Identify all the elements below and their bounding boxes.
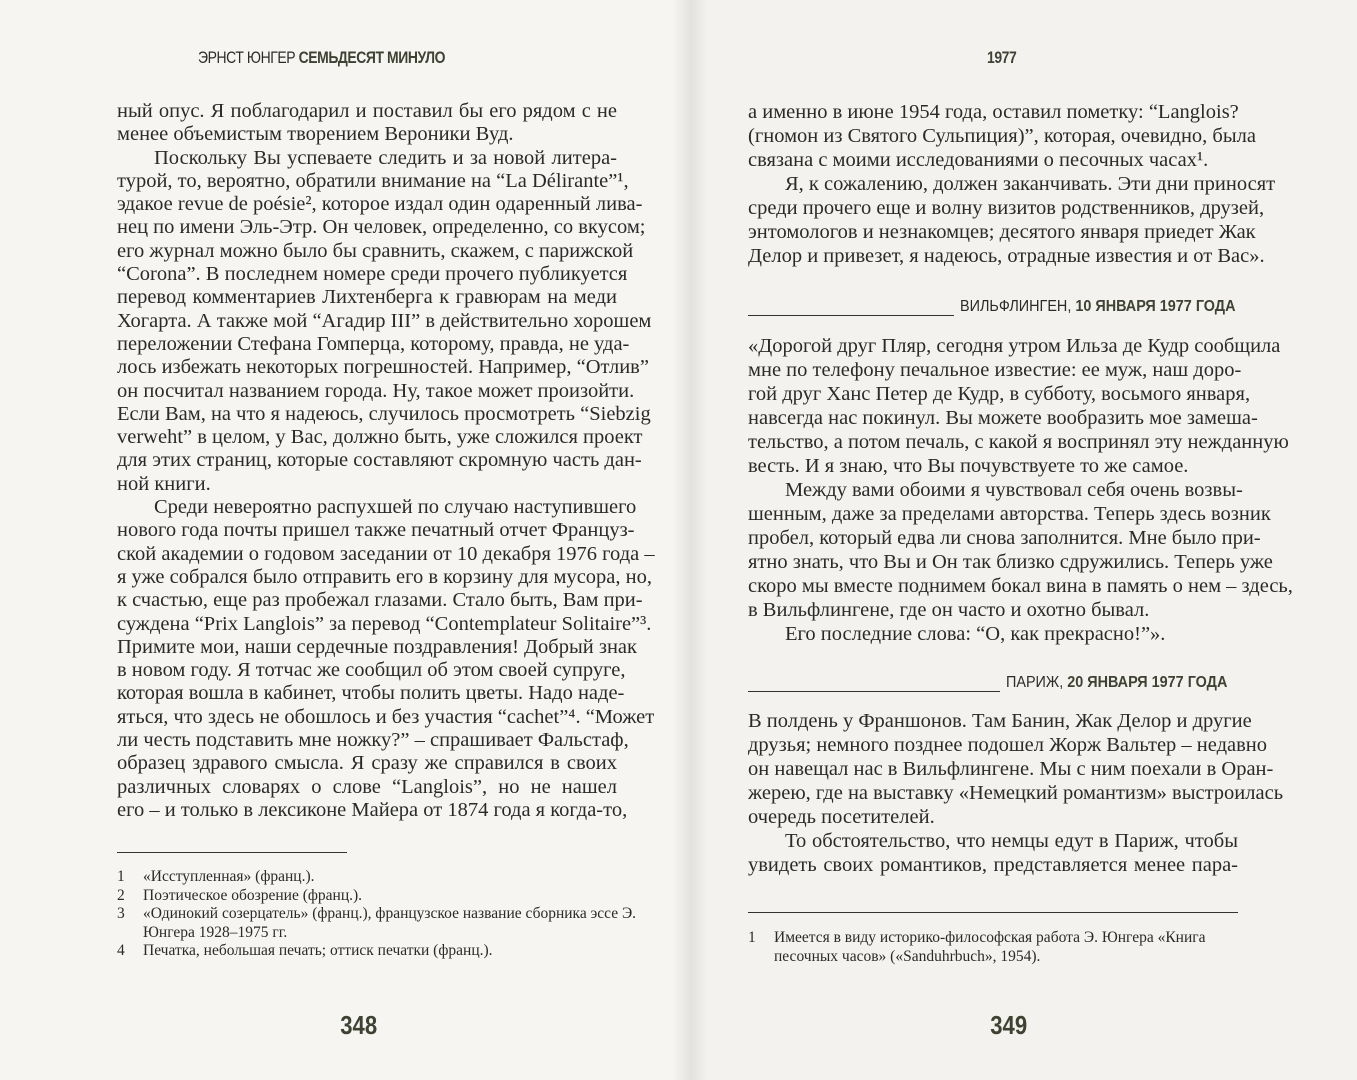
section-body: [748, 100, 1276, 268]
section-heading: [748, 298, 1266, 316]
text-line: нец по имени Эль-Этр. Он человек, определенно, со вкусом;: [117, 216, 646, 239]
text-line: к счастью, еще раз пробежал глазами. Стало быть, Вам при-: [117, 589, 643, 612]
footnote-number: 1: [748, 929, 756, 946]
text-line: его журнал можно было бы сравнить, скажем, с парижской: [117, 239, 634, 262]
paragraph: [748, 829, 1238, 877]
paragraph: [748, 622, 1238, 646]
text-line: перевод комментариев Лихтенберга к гравюрам на меди: [117, 286, 617, 309]
text-line: Делор и привезет, я надеюсь, отрадные известия и от Вас».: [748, 245, 1265, 267]
heading-place: ПАРИЖ,: [1006, 674, 1064, 691]
text-line: образец здравого смысла. Я сразу же справился в своих: [117, 752, 617, 775]
text-line: энтомологов и незнакомцев; десятого января приедет Жак: [748, 221, 1256, 243]
heading-rule: [748, 679, 1000, 692]
right-page: [690, 0, 1357, 1080]
footnote: [117, 887, 637, 906]
text-line: скоро мы вместе поднимем бокал вина в память о нем – здесь,: [748, 575, 1293, 597]
text-line: его – и только в лексиконе Майера от 1874 года я когда-то,: [117, 798, 628, 821]
text-line: связана с моими исследованиями о песочных часах¹.: [748, 149, 1209, 171]
author-name: ЭРНСТ ЮНГЕР: [198, 48, 296, 67]
paragraph: [748, 172, 1276, 268]
text-line: различных словарях о слове “Langlois”, но не нашел: [117, 775, 617, 798]
text-line: среди прочего еще и волну визитов родственников, друзей,: [748, 197, 1265, 219]
paragraph: [748, 100, 1256, 172]
text-line: ли честь подставить мне ножку?” – спрашивает Фальстаф,: [117, 729, 629, 752]
paragraph: [748, 478, 1293, 622]
text-line: переложении Стефана Гомперца, которому, правда, не уда-: [117, 332, 630, 355]
text-line: он навещал нас в Вильфлингене. Мы с ним поехали в Оран-: [748, 758, 1274, 780]
text-line: Я, к сожалению, должен заканчивать. Эти дни приносят: [785, 173, 1276, 195]
text-line: тельство, а потом печаль, с какой я воспринял эту нежданную: [748, 431, 1289, 453]
paragraph: [748, 334, 1289, 478]
footnote-divider: [748, 912, 1238, 913]
section-body: [748, 334, 1293, 646]
text-line: которая вошла в кабинет, чтобы полить цветы. Надо наде-: [117, 682, 625, 705]
text-line: ный опус. Я поблагодарил и поставил бы его рядом с не: [117, 100, 617, 122]
text-line: в Вильфлингене, где он часто и охотно бывал.: [748, 599, 1150, 621]
book-title: СЕМЬДЕСЯТ МИНУЛО: [298, 48, 446, 67]
footnote-text: «Одинокий созерцатель» (франц.), французское название сборника эссе Э. Юнгера 1928–1975 гг.: [143, 905, 637, 941]
text-line: он посчитал названием города. Ну, такое может произойти.: [117, 379, 635, 402]
text-line: я уже собрался было отправить его в корзину для мусора, но,: [117, 565, 652, 588]
book-gutter: [672, 0, 708, 1080]
text-line: Примите мои, наши сердечные поздравления! Добрый знак: [117, 635, 637, 658]
text-line: эдакое revue de poésie², которое издал один одаренный лива-: [117, 193, 643, 216]
heading-text: [1006, 674, 1227, 692]
paragraph: [117, 146, 652, 496]
text-line: Поскольку Вы успеваете следить и за новой литера-: [154, 146, 617, 169]
paragraph: [117, 496, 655, 822]
text-line: «Дорогой друг Пляр, сегодня утром Ильза де Кудр сообщила: [748, 335, 1281, 357]
text-line: а именно в июне 1954 года, оставил пометку: “Langlois?: [748, 101, 1239, 123]
text-line: Его последние слова: “О, как прекрасно!”».: [785, 623, 1166, 645]
text-line: verweht” в целом, у Вас, должно быть, уже сложился проект: [117, 426, 643, 449]
text-line: в новом году. Я тотчас же сообщил об этом своей супруге,: [117, 659, 626, 682]
section-body: [748, 709, 1284, 877]
running-head: [987, 48, 1016, 68]
section-heading: [748, 674, 1252, 692]
text-line: турой, то, вероятно, обратили внимание на “La Délirante”¹,: [117, 169, 629, 192]
footnote-number: 4: [117, 942, 125, 959]
text-line: шенным, даже за пределами авторства. Теперь здесь возник: [748, 503, 1271, 525]
footnotes: [117, 868, 637, 961]
text-line: ной книги.: [117, 472, 211, 495]
footnote: [117, 905, 637, 942]
footnote-text: «Исступленная» (франц.).: [143, 868, 315, 885]
footnote-text: Имеется в виду историко-философская работа Э. Юнгера «Книга песочных часов» («Sanduhrbuch», 1954).: [774, 929, 1206, 965]
footnote-text: Печатка, небольшая печать; оттиск печатки (франц.).: [143, 942, 493, 959]
text-line: лось избежать некоторых погрешностей. Например, “Отлив”: [117, 356, 649, 379]
heading-date: 10 ЯНВАРЯ 1977 ГОДА: [1075, 298, 1236, 315]
text-line: мне по телефону печальное известие: ее муж, наш доро-: [748, 359, 1242, 381]
heading-rule: [748, 303, 954, 316]
footnote-text: Поэтическое обозрение (франц.).: [143, 886, 363, 904]
footnote-number: 1: [117, 868, 125, 885]
footnote-divider: [117, 852, 347, 853]
text-line: Среди невероятно распухшей по случаю наступившего: [154, 496, 637, 519]
body-text: [117, 100, 655, 822]
text-line: яться, что здесь не обошлось и без участия “cachet”⁴. “Может: [117, 705, 655, 728]
text-line: В полдень у Франшонов. Там Банин, Жак Делор и другие: [748, 710, 1252, 732]
text-line: Если Вам, на что я надеюсь, случилось просмотреть “Siebzig: [117, 402, 651, 425]
text-line: жерею, где на выставку «Немецкий романтизм» выстроилась: [748, 782, 1284, 804]
footnote: [748, 929, 1248, 966]
text-line: То обстоятельство, что немцы едут в Париж, чтобы: [785, 830, 1238, 852]
page-number: 348: [340, 1010, 378, 1040]
year-heading: 1977: [987, 48, 1017, 67]
text-line: ятно знать, что Вы и Он так близко сдружились. Теперь уже: [748, 551, 1273, 573]
running-head: [198, 48, 445, 68]
footnote-number: 2: [117, 886, 125, 904]
text-line: Между вами обоими я чувствовал себя очень возвы-: [785, 479, 1243, 501]
text-line: ской академии о годовом заседании от 10 декабря 1976 года –: [117, 542, 655, 565]
heading-text: [960, 298, 1235, 316]
text-line: пробел, который едва ли снова заполнится. Мне было при-: [748, 527, 1261, 549]
text-line: увидеть своих романтиков, представляется менее пара-: [748, 854, 1238, 876]
page-number: 349: [990, 1010, 1028, 1040]
footnote: [117, 868, 637, 887]
footnote: [117, 942, 637, 961]
heading-date: 20 ЯНВАРЯ 1977 ГОДА: [1067, 674, 1228, 691]
paragraph: [117, 100, 617, 147]
text-line: (гномон из Святого Сульпиция)”, которая, очевидно, была: [748, 125, 1256, 147]
text-line: друзья; немного позднее подошел Жорж Вальтер – недавно: [748, 734, 1268, 756]
text-line: гой друг Ханс Петер де Кудр, в субботу, восьмого января,: [748, 383, 1251, 405]
paragraph: [748, 709, 1284, 829]
footnotes: [748, 929, 1248, 966]
text-line: весть. И я знаю, что Вы почувствуете то же самое.: [748, 455, 1189, 477]
text-line: для этих страниц, которые составляют скромную часть дан-: [117, 449, 642, 472]
heading-place: ВИЛЬФЛИНГЕН,: [960, 298, 1072, 315]
footnote-number: 3: [117, 905, 125, 922]
text-line: “Corona”. В последнем номере среди прочего публикуется: [117, 263, 628, 286]
text-line: навсегда нас покинул. Вы можете вообразить мое замеша-: [748, 407, 1258, 429]
text-line: очередь посетителей.: [748, 806, 935, 828]
text-line: нового года почты пришел также печатный отчет Француз-: [117, 519, 635, 542]
text-line: менее объемистым творением Вероники Вуд.: [117, 123, 514, 146]
text-line: суждена “Prix Langlois” за перевод “Contemplateur Solitaire”³.: [117, 612, 652, 635]
text-line: Хогарта. А также мой “Агадир III” в действительно хорошем: [117, 309, 652, 332]
